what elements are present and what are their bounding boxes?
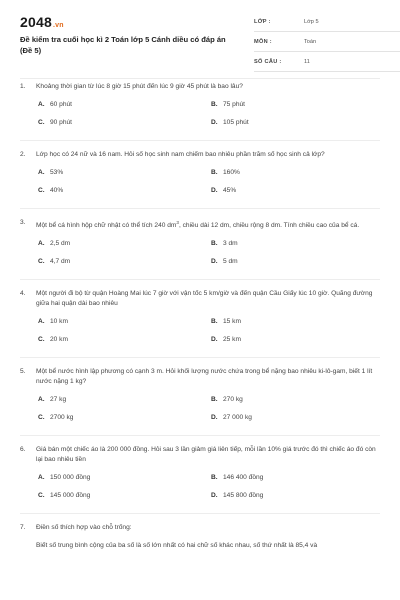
option-text: 4,7 dm <box>50 258 71 266</box>
question-divider <box>20 513 380 514</box>
header <box>20 14 380 74</box>
option-row <box>38 258 380 276</box>
option-text: 40% <box>50 187 64 194</box>
question-prompt: Khoảng thời gian từ lúc 8 giờ 15 phút đến lúc 9 giờ 45 phút là bao lâu? <box>36 83 243 90</box>
option-letter: D. <box>211 119 218 126</box>
meta-row-count <box>254 56 400 72</box>
logo-suffix: .vn <box>52 22 64 29</box>
option-text: 105 phút <box>223 119 249 126</box>
option-d[interactable] <box>211 119 249 126</box>
answer-options <box>20 169 380 205</box>
option-c[interactable] <box>38 119 72 126</box>
option-a[interactable] <box>38 318 68 325</box>
option-text: 75 phút <box>223 101 245 108</box>
option-letter: B. <box>211 240 218 248</box>
option-row <box>38 187 380 205</box>
page-title: Đề kiểm tra cuối học kì 2 Toán lớp 5 Cánh diều có đáp án (Đề 5) <box>20 35 226 55</box>
option-c[interactable] <box>38 414 73 421</box>
option-text: 45% <box>223 187 237 194</box>
option-text: 3 dm <box>223 240 238 248</box>
option-a[interactable] <box>38 240 70 247</box>
question-prompt: Một người đi bộ từ quận Hoàng Mai lúc 7 giờ với vận tốc 5 km/giờ và đến quận Cầu Giấy lúc 10 giờ. Quãng đường giữa hai quận dài bao nhiêu <box>36 290 373 308</box>
option-row <box>38 336 380 354</box>
option-d[interactable] <box>211 414 252 421</box>
option-a[interactable] <box>38 474 90 481</box>
option-letter: B. <box>211 169 218 176</box>
option-row <box>38 119 380 137</box>
meta-label: SỐ CÂU : <box>254 59 282 65</box>
option-b[interactable] <box>211 240 238 247</box>
option-text: 20 km <box>50 336 68 344</box>
option-text: 5 dm <box>223 258 238 266</box>
option-text: 60 phút <box>50 101 72 108</box>
option-text: 27 000 kg <box>223 414 252 422</box>
question-list <box>20 82 380 551</box>
option-a[interactable] <box>38 169 63 176</box>
option-d[interactable] <box>211 336 241 343</box>
option-text: 160% <box>223 169 240 176</box>
meta-value: Toán <box>304 39 317 45</box>
option-letter: A. <box>38 474 45 482</box>
question-text <box>20 150 380 160</box>
question-number: 7. <box>20 524 26 532</box>
answer-options <box>20 318 380 354</box>
question-text <box>20 82 380 92</box>
option-letter: B. <box>211 318 218 326</box>
question-number: 1. <box>20 83 26 90</box>
meta-row-subject <box>254 36 400 52</box>
option-text: 27 kg <box>50 396 67 404</box>
option-text: 15 km <box>223 318 241 326</box>
question-number: 3. <box>20 219 26 226</box>
option-letter: C. <box>38 258 45 266</box>
meta-value: 11 <box>304 59 310 65</box>
option-letter: D. <box>211 258 218 266</box>
question-7 <box>20 523 380 551</box>
question-subtext: Biết số trung bình cộng của ba số là số lớn nhất có hai chữ số khác nhau, số thứ nhất là 85,4 và <box>36 542 318 550</box>
question-prompt: Lớp học có 24 nữ và 16 nam. Hỏi số học sinh nam chiếm bao nhiêu phần trăm số học sinh cả lớp? <box>36 151 325 158</box>
option-row <box>38 240 380 258</box>
option-a[interactable] <box>38 101 72 108</box>
question-divider <box>20 208 380 209</box>
question-prompt-end: , chiều dài 12 dm, chiều rộng 8 dm. Tính chiều cao của bể cá. <box>178 222 360 230</box>
option-letter: A. <box>38 101 45 108</box>
option-row <box>38 396 380 414</box>
option-text: 2700 kg <box>50 414 74 422</box>
answer-options <box>20 101 380 137</box>
question-number: 5. <box>20 368 26 376</box>
option-letter: A. <box>38 240 45 248</box>
option-text: 145 800 đồng <box>223 492 264 500</box>
header-divider <box>20 78 380 79</box>
question-prompt: Một bể nước hình lập phương có cạnh 3 m. Hỏi khối lượng nước chứa trong bể nặng bao nhiêu ki-lô-gam, biết 1 lít nước nặng 1 kg? <box>36 368 373 386</box>
option-row <box>38 474 380 492</box>
question-3 <box>20 218 380 280</box>
question-prompt: Giá bán một chiếc áo là 200 000 đồng. Hỏi sau 3 lần giảm giá liên tiếp, mỗi lần 10% giá trước đó thì chiếc áo đó còn lại bao nhiêu tiền <box>36 446 376 464</box>
option-c[interactable] <box>38 492 90 499</box>
option-b[interactable] <box>211 169 240 176</box>
option-letter: B. <box>211 396 218 404</box>
question-5 <box>20 367 380 436</box>
option-letter: D. <box>211 414 218 422</box>
question-2 <box>20 150 380 209</box>
question-1 <box>20 82 380 141</box>
meta-row-grade <box>254 16 400 32</box>
question-text <box>20 523 380 533</box>
option-row <box>38 318 380 336</box>
question-number: 2. <box>20 151 26 158</box>
option-letter: C. <box>38 187 45 194</box>
logo-text: 2048 <box>20 14 52 30</box>
question-text <box>20 218 380 231</box>
option-letter: A. <box>38 396 45 404</box>
meta-value: Lớp 5 <box>304 19 319 25</box>
question-text <box>20 445 380 465</box>
question-text <box>20 367 380 387</box>
question-text <box>20 289 380 309</box>
question-divider <box>20 357 380 358</box>
question-number: 4. <box>20 290 26 298</box>
option-letter: B. <box>211 474 218 482</box>
answer-options <box>20 396 380 432</box>
meta-label: LỚP : <box>254 19 271 25</box>
option-b[interactable] <box>211 101 245 108</box>
option-letter: D. <box>211 492 218 500</box>
option-c[interactable] <box>38 187 63 194</box>
option-row <box>38 101 380 119</box>
option-letter: C. <box>38 492 45 500</box>
option-text: 150 000 đồng <box>50 474 91 482</box>
answer-options <box>20 474 380 510</box>
option-c[interactable] <box>38 336 68 343</box>
option-text: 2,5 dm <box>50 240 71 248</box>
option-letter: C. <box>38 119 45 126</box>
option-row <box>38 414 380 432</box>
question-divider <box>20 435 380 436</box>
question-prompt-start: Một bể cá hình hộp chữ nhật có thể tích 240 dm <box>36 222 177 230</box>
option-row <box>38 169 380 187</box>
option-letter: A. <box>38 318 45 326</box>
option-b[interactable] <box>211 396 243 403</box>
option-letter: D. <box>211 336 218 344</box>
option-d[interactable] <box>211 187 236 194</box>
option-b[interactable] <box>211 318 241 325</box>
exam-meta <box>254 16 400 76</box>
option-letter: B. <box>211 101 218 108</box>
option-letter: C. <box>38 336 45 344</box>
option-text: 270 kg <box>223 396 243 404</box>
answer-options <box>20 240 380 276</box>
option-d[interactable] <box>211 258 238 265</box>
question-prompt: Điền số thích hợp vào chỗ trống: <box>36 524 132 532</box>
question-number: 6. <box>20 446 26 454</box>
option-text: 90 phút <box>50 119 72 126</box>
question-divider <box>20 140 380 141</box>
option-letter: D. <box>211 187 218 194</box>
option-b[interactable] <box>211 474 263 481</box>
question-4 <box>20 289 380 358</box>
option-d[interactable] <box>211 492 263 499</box>
option-text: 145 000 đồng <box>50 492 91 500</box>
option-text: 10 km <box>50 318 68 326</box>
option-letter: A. <box>38 169 45 176</box>
option-letter: C. <box>38 414 45 422</box>
option-text: 53% <box>50 169 64 176</box>
option-a[interactable] <box>38 396 66 403</box>
meta-label: MÔN : <box>254 39 272 45</box>
superscript: 3 <box>176 220 179 225</box>
site-logo[interactable] <box>20 14 64 30</box>
option-text: 146 400 đồng <box>223 474 264 482</box>
question-divider <box>20 279 380 280</box>
option-c[interactable] <box>38 258 70 265</box>
option-row <box>38 492 380 510</box>
option-text: 25 km <box>223 336 241 344</box>
question-6 <box>20 445 380 514</box>
